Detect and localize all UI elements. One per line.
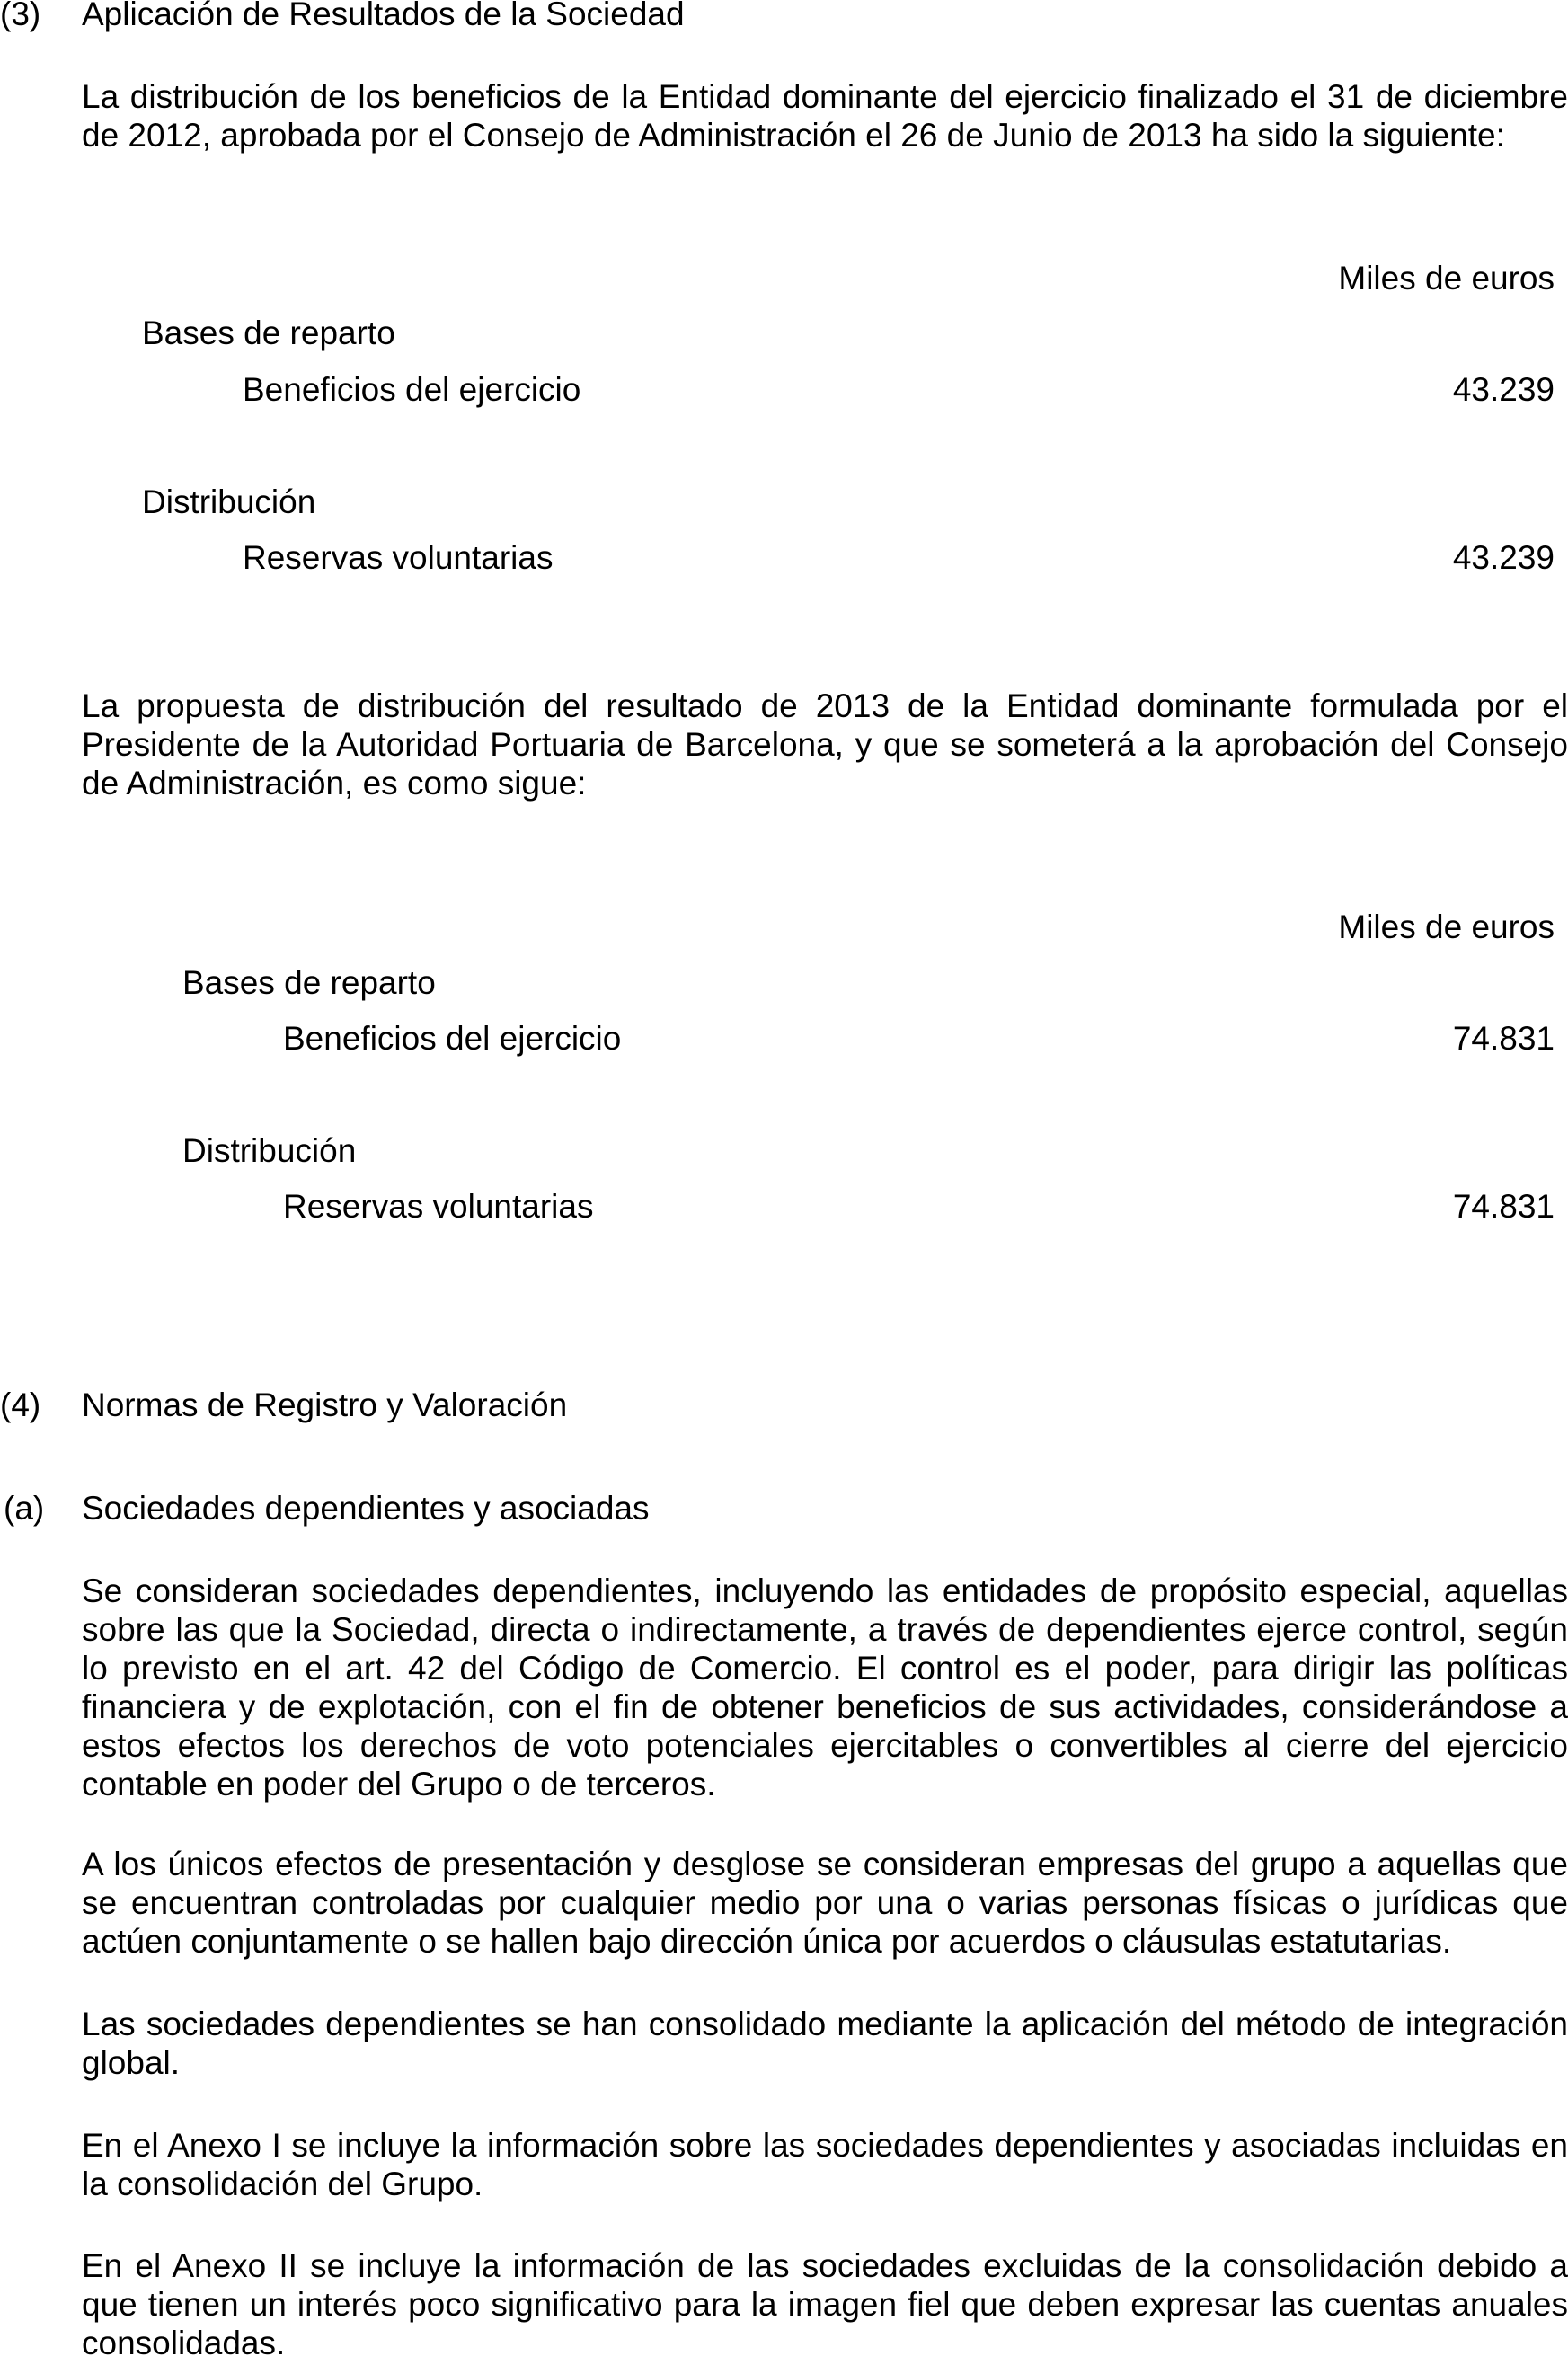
subsection-a-paragraph-4: En el Anexo I se incluye la información sobre las sociedades dependientes y asociadas incluidas en la consolidación del Grupo. [82, 2127, 1568, 2202]
subsection-a-paragraph-1: Se consideran sociedades dependientes, incluyendo las entidades de propósito especial, aquellas sobre las que la Sociedad, directa o indirectamente, a través de dependientes ejerce control, según lo previsto en el art. 42 del Código de Comercio. El control es el poder, para dirigir las políticas financiera y de explotación, con el fin de obtener beneficios de sus actividades, considerándose a estos efectos los derechos de voto potenciales ejercitables o convertibles al cierre del ejercicio contable en poder del Grupo o de terceros. [82, 1572, 1568, 1803]
table-2013-distribucion-label: Distribución [182, 1132, 357, 1169]
subsection-a-heading: Sociedades dependientes y asociadas [82, 1490, 650, 1527]
section-3-proposal: La propuesta de distribución del resultado de 2013 de la Entidad dominante formulada por el Presidente de la Autoridad Portuaria de Barcelona, y que se someterá a la aprobación del Consejo de Administración, es como sigue: [82, 687, 1568, 802]
section-3-intro: La distribución de los beneficios de la Entidad dominante del ejercicio finalizado el 31 de diciembre de 2012, aprobada por el Consejo de Administración el 26 de Junio de 2013 ha sido la siguiente: [82, 78, 1568, 154]
table-2013-bases-label: Bases de reparto [182, 964, 436, 1001]
table-2013-beneficios-value: 74.831 [1452, 1020, 1555, 1057]
table-2013-reservas-label: Reservas voluntarias [283, 1188, 594, 1225]
subsection-a-paragraph-3: Las sociedades dependientes se han consolidado mediante la aplicación del método de integración global. [82, 2006, 1568, 2081]
section-3-heading: Aplicación de Resultados de la Sociedad [82, 0, 685, 32]
table-2012-beneficios-value: 43.239 [1452, 371, 1555, 408]
table-2013-unit-header: Miles de euros [1338, 908, 1555, 945]
table-2013-reservas-value: 74.831 [1452, 1188, 1555, 1225]
section-4-heading: Normas de Registro y Valoración [82, 1386, 568, 1423]
table-2013-beneficios-label: Beneficios del ejercicio [283, 1020, 622, 1057]
table-2012-reservas-label: Reservas voluntarias [243, 539, 554, 576]
table-2012-distribucion-label: Distribución [142, 483, 316, 520]
table-2012-bases-label: Bases de reparto [142, 314, 395, 351]
subsection-a-paragraph-2: A los únicos efectos de presentación y desglose se consideran empresas del grupo a aquellas que se encuentran controladas por cualquier medio por una o varias personas físicas o jurídicas que actúen conjuntamente o se hallen bajo dirección única por acuerdos o cláusulas estatutarias. [82, 1846, 1568, 1960]
table-2012-reservas-value: 43.239 [1452, 539, 1555, 576]
subsection-a-number: (a) [4, 1490, 45, 1527]
section-4-number: (4) [0, 1386, 41, 1423]
subsection-a-paragraph-5: En el Anexo II se incluye la información de las sociedades excluidas de la consolidación debido a que tienen un interés poco significativo para la imagen fiel que deben expresar las cuentas anuales consolidadas. [82, 2247, 1568, 2361]
table-2012-beneficios-label: Beneficios del ejercicio [243, 371, 581, 408]
table-2012-unit-header: Miles de euros [1338, 260, 1555, 297]
section-3-number: (3) [0, 0, 41, 32]
